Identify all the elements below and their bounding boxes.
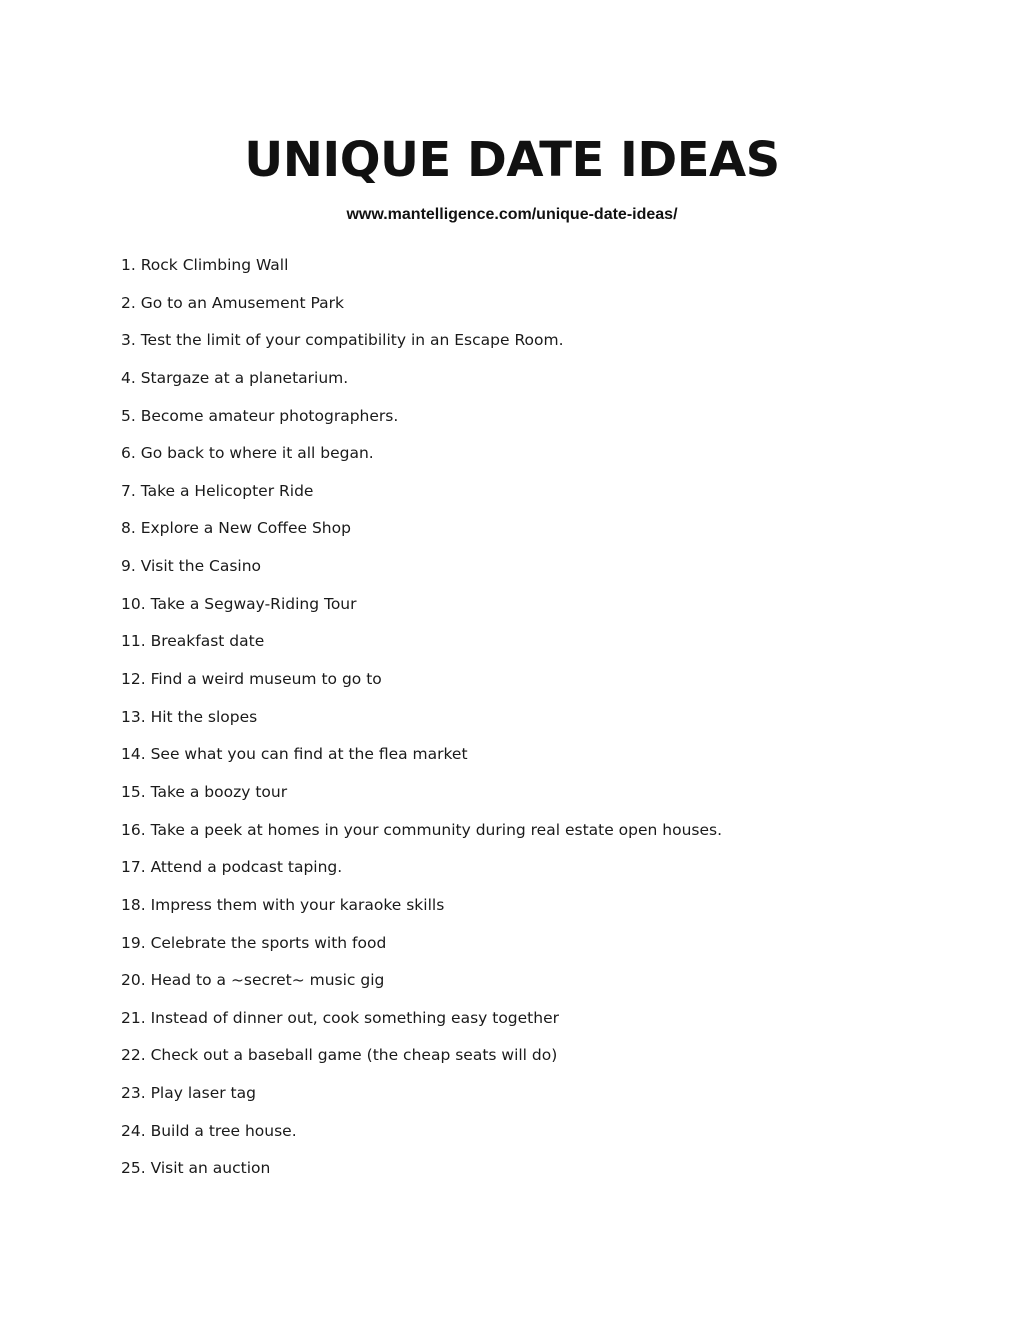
- list-item: 23. Play laser tag: [121, 1084, 256, 1103]
- list-item: 10. Take a Segway-Riding Tour: [121, 594, 357, 613]
- list-item: 6. Go back to where it all began.: [121, 444, 374, 463]
- list-item: 25. Visit an auction: [121, 1159, 271, 1178]
- list-item: 18. Impress them with your karaoke skills: [121, 895, 445, 914]
- list-item: 21. Instead of dinner out, cook something easy together: [121, 1008, 559, 1027]
- list-item: 4. Stargaze at a planetarium.: [121, 368, 349, 387]
- list-item: 2. Go to an Amusement Park: [121, 293, 344, 312]
- list-item: 15. Take a boozy tour: [121, 782, 288, 801]
- list-item: 12. Find a weird museum to go to: [121, 670, 382, 689]
- list-item: 20. Head to a ~secret~ music gig: [121, 971, 385, 990]
- list-item: 14. See what you can find at the flea market: [121, 745, 468, 764]
- date-ideas-list: [121, 252, 981, 1193]
- list-item: 22. Check out a baseball game (the cheap seats will do): [121, 1046, 558, 1065]
- list-item: 24. Build a tree house.: [121, 1121, 297, 1140]
- list-item: 19. Celebrate the sports with food: [121, 933, 387, 952]
- list-item: 8. Explore a New Coffee Shop: [121, 519, 351, 538]
- source-url: www.mantelligence.com/unique-date-ideas/: [346, 206, 678, 223]
- list-item: 1. Rock Climbing Wall: [121, 256, 289, 274]
- list-item: 17. Attend a podcast taping.: [121, 858, 343, 877]
- list-item: 7. Take a Helicopter Ride: [121, 481, 314, 500]
- list-item: 16. Take a peek at homes in your community during real estate open houses.: [121, 820, 723, 839]
- list-item: 9. Visit the Casino: [121, 557, 262, 576]
- list-item: 13. Hit the slopes: [121, 707, 258, 726]
- list-item: 5. Become amateur photographers.: [121, 406, 399, 425]
- page-title: UNIQUE DATE IDEAS: [244, 132, 780, 188]
- list-item: 11. Breakfast date: [121, 632, 265, 651]
- list-item: 3. Test the limit of your compatibility in an Escape Room.: [121, 331, 564, 350]
